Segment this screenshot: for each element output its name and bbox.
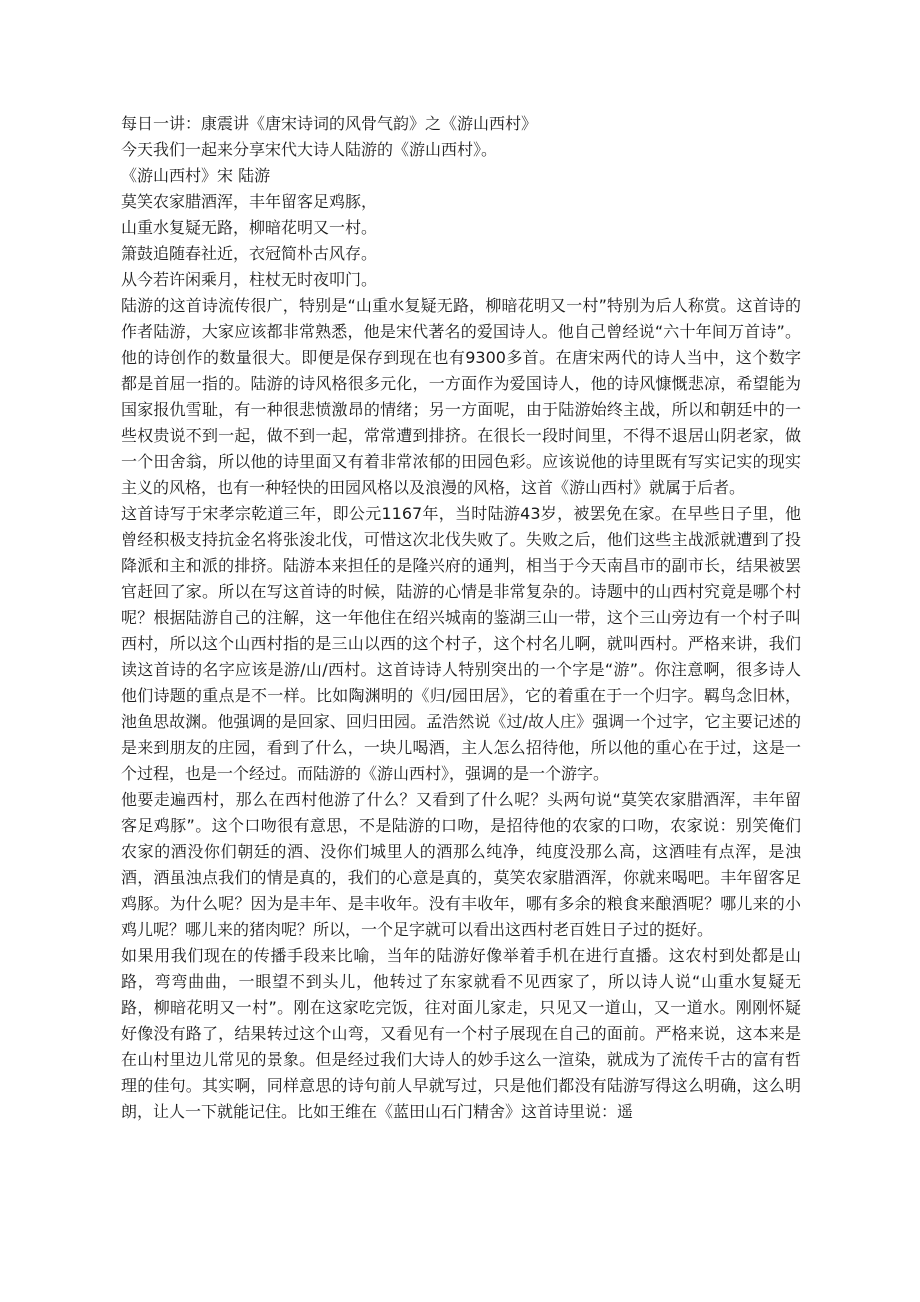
poem-line: 从今若许闲乘月，柱杖无时夜叩门。	[121, 270, 378, 289]
poem-line: 山重水复疑无路，柳暗花明又一村。	[121, 218, 378, 237]
poem-line: 莫笑农家腊酒浑，丰年留客足鸡豚，	[121, 192, 378, 211]
poem-line: 箫鼓追随春社近，衣冠简朴古风存。	[121, 244, 378, 263]
body-paragraph: 这首诗写于宋孝宗乾道三年，即公元1167年，当时陆游43岁，被罢免在家。在早些日子里，他曾经积极支持抗金名将张浚北伐，可惜这次北伐失败了。失败之后，他们这些主战派就遭到了投降派和主和派的排挤。陆游本来担任的是隆兴府的通判，相当于今天南昌市的副市长，结果被罢官赶回了家。所以在写这首诗的时候，陆游的心情是非常复杂的。诗题中的山西村究竟是哪个村呢？根据陆游自己的注解，这一年他住在绍兴城南的鉴湖三山一带，这个三山旁边有一个村子叫西村，所以这个山西村指的是三山以西的这个村子，这个村名儿啊，就叫西村。严格来讲，我们读这首诗的名字应该是游/山/西村。这首诗诗人特别突出的一个字是“游”。你注意啊，很多诗人他们诗题的重点是不一样。比如陶渊明的《归/园田居》，它的着重在于一个归字。羁鸟念旧林，池鱼思故渊。他强调的是回家、回归田园。孟浩然说《过/故人庄》强调一个过字，它主要记述的是来到朋友的庄园，看到了什么，一块儿喝酒，主人怎么招待他，所以他的重心在于过，这是一个过程，也是一个经过。而陆游的《游山西村》，强调的是一个游字。	[121, 504, 801, 783]
document-title-line: 每日一讲：康震讲《唐宋诗词的风骨气韵》之《游山西村》	[121, 114, 538, 133]
body-paragraph: 他要走遍西村，那么在西村他游了什么？又看到了什么呢？头两句说“莫笑农家腊酒浑，丰年留客足鸡豚”。这个口吻很有意思，不是陆游的口吻，是招待他的农家的口吻，农家说：别笑俺们农家的酒没你们朝廷的酒、没你们城里人的酒那么纯净，纯度没那么高，这酒哇有点浑，是浊酒，酒虽浊点我们的情是真的，我们的心意是真的，莫笑农家腊酒浑，你就来喝吧。丰年留客足鸡豚。为什么呢？因为是丰年、是丰收年。没有丰收年，哪有多余的粮食来酿酒呢？哪儿来的小鸡儿呢？哪儿来的猪肉呢？所以，一个足字就可以看出这西村老百姓日子过的挺好。	[121, 790, 801, 939]
body-paragraph: 陆游的这首诗流传很广，特别是“山重水复疑无路，柳暗花明又一村”特别为后人称赏。这首诗的作者陆游，大家应该都非常熟悉，他是宋代著名的爱国诗人。他自己曾经说“六十年间万首诗”。他的诗创作的数量很大。即便是保存到现在也有9300多首。在唐宋两代的诗人当中，这个数字都是首屈一指的。陆游的诗风格很多元化，一方面作为爱国诗人，他的诗风慷慨悲凉，希望能为国家报仇雪耻，有一种很悲愤激昂的情绪；另一方面呢，由于陆游始终主战，所以和朝廷中的一些权贵说不到一起，做不到一起，常常遭到排挤。在很长一段时间里，不得不退居山阴老家，做一个田舍翁，所以他的诗里面又有着非常浓郁的田园色彩。应该说他的诗里既有写实记实的现实主义的风格，也有一种轻快的田园风格以及浪漫的风格，这首《游山西村》就属于后者。	[121, 296, 801, 497]
poem-heading: 《游山西村》宋 陆游	[121, 166, 271, 185]
document-body	[121, 111, 801, 1125]
intro-line: 今天我们一起来分享宋代大诗人陆游的《游山西村》。	[121, 140, 498, 159]
body-paragraph: 如果用我们现在的传播手段来比喻，当年的陆游好像举着手机在进行直播。这农村到处都是山路，弯弯曲曲，一眼望不到头儿，他转过了东家就看不见西家了，所以诗人说“山重水复疑无路，柳暗花明又一村”。刚在这家吃完饭，往对面儿家走，只见又一道山，又一道水。刚刚怀疑好像没有路了，结果转过这个山弯，又看见有一个村子展现在自己的面前。严格来说，这本来是在山村里边儿常见的景象。但是经过我们大诗人的妙手这么一渲染，就成为了流传千古的富有哲理的佳句。其实啊，同样意思的诗句前人早就写过，只是他们都没有陆游写得这么明确，这么明朗，让人一下就能记住。比如王维在《蓝田山石门精舍》这首诗里说：遥	[121, 946, 801, 1121]
